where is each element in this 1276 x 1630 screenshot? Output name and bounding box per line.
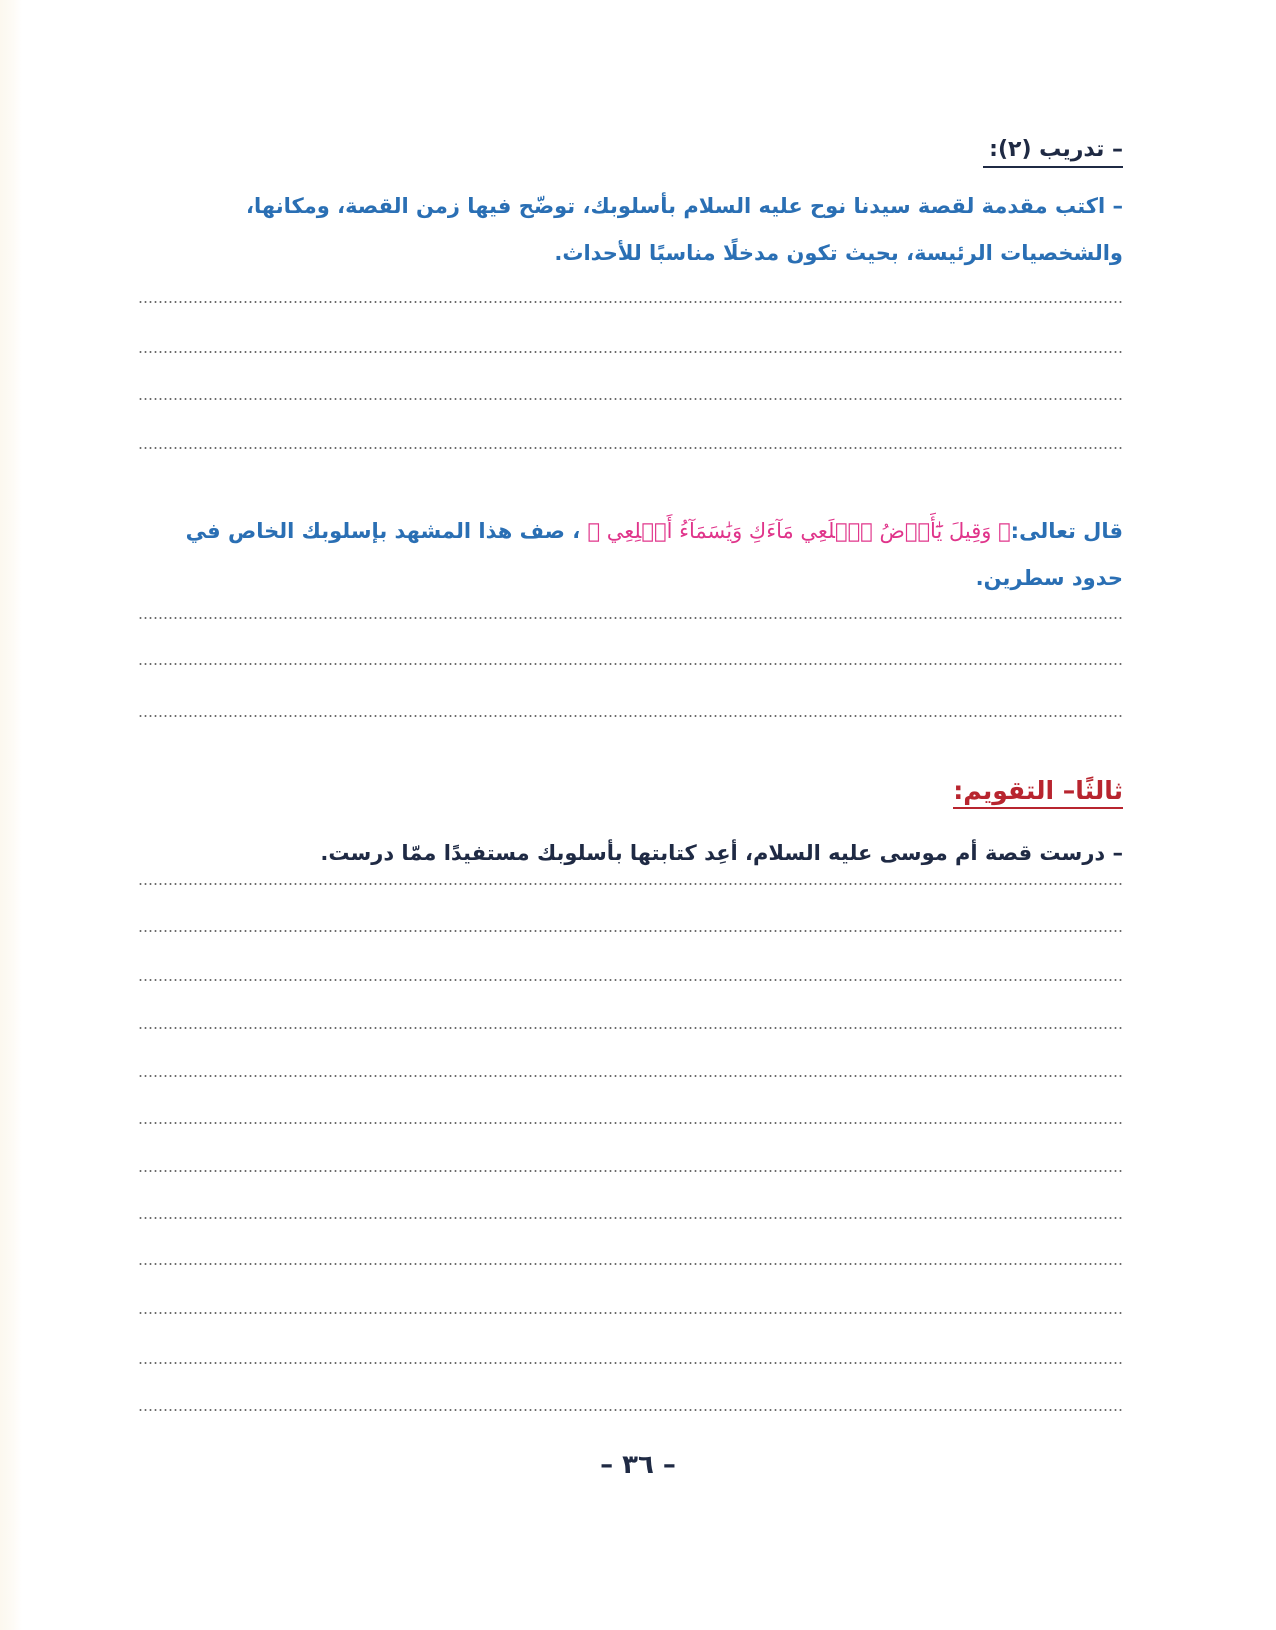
page-number: – ٣٦ – [600,1450,676,1480]
answer-line-q3-2[interactable] [138,930,1123,932]
page-edge-shadow [0,0,22,1630]
answer-line-q3-12[interactable] [138,1409,1123,1411]
answer-line-q3-8[interactable] [138,1217,1123,1219]
answer-line-q1-3[interactable] [138,398,1123,400]
question-2-prefix: قال تعالى: [1010,519,1123,543]
training-heading: – تدريب (٢): [983,137,1123,168]
worksheet-page [138,0,1123,1630]
question-1-text: – اكتب مقدمة لقصة سيدنا نوح عليه السلام بأسلوبك، توضّح فيها زمن القصة، ومكانها، والشخصيات الرئيسة، بحيث تكون مدخلًا مناسبًا للأحداث. [246,194,1123,265]
answer-line-q3-1[interactable] [138,883,1123,885]
quran-verse: ﴿ وَقِيلَ يَٰٓأَرۡضُ ٱبۡلَعِي مَآءَكِ وَيَٰسَمَآءُ أَقۡلِعِي ﴾ [587,519,1011,543]
answer-line-q3-7[interactable] [138,1170,1123,1172]
answer-line-q3-10[interactable] [138,1312,1123,1314]
answer-line-q3-11[interactable] [138,1362,1123,1364]
answer-line-q2-2[interactable] [138,663,1123,665]
answer-line-q1-4[interactable] [138,447,1123,449]
answer-line-q3-3[interactable] [138,979,1123,981]
answer-line-q1-2[interactable] [138,351,1123,353]
answer-line-q1-1[interactable] [138,301,1123,303]
question-2-suffix: ، صف هذا المشهد بإسلوبك الخاص في حدود سطرين. [185,519,1123,590]
answer-line-q3-4[interactable] [138,1027,1123,1029]
question-2-text [138,508,1123,602]
answer-line-q3-6[interactable] [138,1122,1123,1124]
answer-line-q3-9[interactable] [138,1263,1123,1265]
question-3-text: – درست قصة أم موسى عليه السلام، أعِد كتابتها بأسلوبك مستفيدًا ممّا درست. [320,841,1123,865]
evaluation-heading: ثالثًا– التقويم: [953,776,1123,809]
answer-line-q2-3[interactable] [138,715,1123,717]
answer-line-q2-1[interactable] [138,617,1123,619]
answer-line-q3-5[interactable] [138,1075,1123,1077]
